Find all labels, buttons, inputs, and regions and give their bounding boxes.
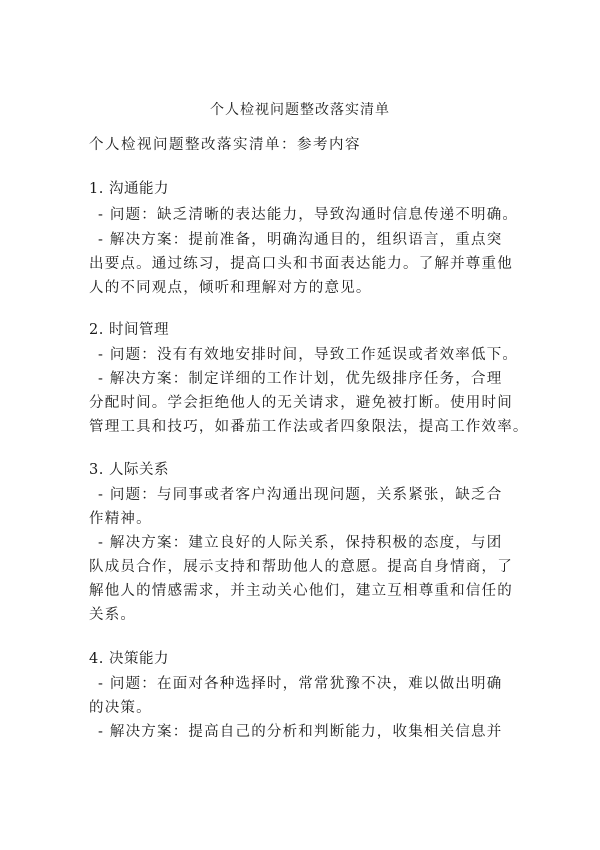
section-line: - 问题：缺乏清晰的表达能力，导致沟通时信息传递不明确。 — [98, 207, 519, 223]
section-line: 作精神。 — [89, 511, 152, 527]
section-line: - 解决方案：建立良好的人际关系，保持积极的态度，与团 — [98, 535, 503, 551]
section-heading-communication: 1. 沟通能力 — [89, 181, 169, 197]
section-line: - 问题：与同事或者客户沟通出现问题，关系紧张，缺乏合 — [98, 487, 503, 503]
section-heading-time-management: 2. 时间管理 — [89, 322, 169, 338]
section-line: - 问题：在面对各种选择时，常常犹豫不决，难以做出明确 — [98, 676, 503, 692]
section-line: - 问题：没有有效地安排时间，导致工作延误或者效率低下。 — [98, 347, 519, 363]
section-line: - 解决方案：提高自己的分析和判断能力，收集相关信息并 — [98, 724, 503, 740]
section-line: 分配时间。学会拒绝他人的无关请求，避免被打断。使用时间 — [89, 395, 513, 411]
section-line: 解他人的情感需求，并主动关心他们，建立互相尊重和信任的 — [89, 583, 513, 599]
section-line: 管理工具和技巧，如番茄工作法或者四象限法，提高工作效率。 — [89, 419, 529, 435]
section-line: - 解决方案：制定详细的工作计划，优先级排序任务，合理 — [98, 371, 503, 387]
section-heading-decision-making: 4. 决策能力 — [89, 651, 169, 667]
section-line: - 解决方案：提前准备，明确沟通目的，组织语言，重点突 — [98, 232, 503, 248]
section-line: 出要点。通过练习，提高口头和书面表达能力。了解并尊重他 — [89, 256, 513, 272]
document-subtitle: 个人检视问题整改落实清单：参考内容 — [89, 137, 361, 153]
section-line: 队成员合作，展示支持和帮助他人的意愿。提高自身情商，了 — [89, 559, 513, 575]
section-heading-relationships: 3. 人际关系 — [89, 462, 169, 478]
page-title: 个人检视问题整改落实清单 — [210, 102, 390, 118]
section-line: 人的不同观点，倾听和理解对方的意见。 — [89, 280, 372, 296]
section-line: 关系。 — [89, 607, 137, 623]
section-line: 的决策。 — [89, 700, 152, 716]
